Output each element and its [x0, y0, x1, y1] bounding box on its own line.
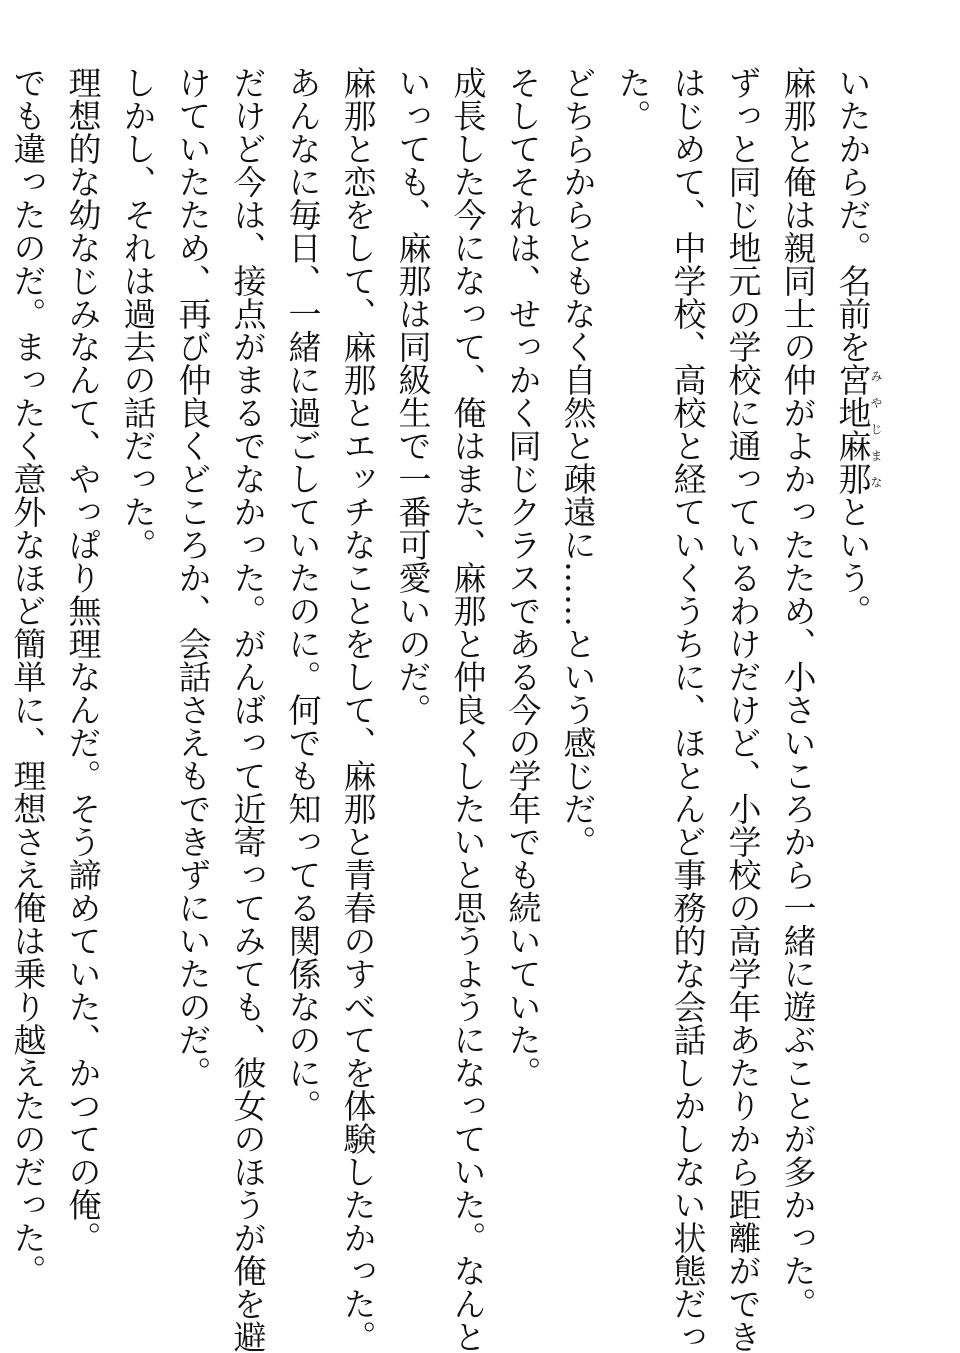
text-line-2: 麻那と俺は親同士の仲がよかったため、小さいころから一緒に遊ぶことが多かった。: [778, 66, 818, 1320]
text-line-9: いっても、麻那は同級生で一番可愛いのだ。: [393, 66, 433, 726]
text-line-13: けていたため、再び仲良くどころか、会話さえもできずにいたのだ。: [173, 66, 213, 1089]
text-line-10: 麻那と恋をして、麻那とエッチなことをして、麻那と青春のすべてを体験したかった。: [338, 66, 378, 1353]
text-line-7: そしてそれは、せっかく同じクラスである今の学年でも続いていた。: [503, 66, 543, 1089]
vertical-text-body: [0, 66, 883, 1353]
text-line-14: しかし、それは過去の話だった。: [118, 66, 158, 561]
line-1-post: という。: [833, 495, 873, 627]
text-line-4: はじめて、中学校、高校と経ていくうちに、ほとんど事務的な会話しかしない状態だっ: [668, 66, 708, 1353]
text-line-15: 理想的な幼なじみなんて、やっぱり無理なんだ。そう諦めていた、かつての俺。: [63, 66, 103, 1254]
text-line-12: だけど今は、接点がまるでなかった。がんばって近寄ってみても、彼女のほうが俺を避: [228, 66, 268, 1353]
text-line-8: 成長した今になって、俺はまた、麻那と仲良くしたいと思うようになっていた。なんと: [448, 66, 488, 1353]
text-line-3: ずっと同じ地元の学校に通っているわけだけど、小学校の高学年あたりから距離ができ: [723, 66, 763, 1353]
line-1-pre: いたからだ。名前を: [833, 66, 873, 363]
text-line-11: あんなに毎日、一緒に過ごしていたのに。何でも知ってる関係なのに。: [283, 66, 323, 1122]
text-line-16: でも違ったのだ。まったく意外なほど簡単に、理想さえ俺は乗り越えたのだった。: [8, 66, 48, 1287]
text-line-5: た。: [613, 66, 653, 132]
ruby-base: 宮地麻那: [833, 363, 873, 495]
text-line-6: どちらからともなく自然と疎遠に……という感じだ。: [558, 66, 598, 858]
text-line-1: [826, 66, 883, 1246]
ruby-reading: みやじまな: [869, 363, 883, 495]
furigana-ruby: [833, 363, 883, 495]
